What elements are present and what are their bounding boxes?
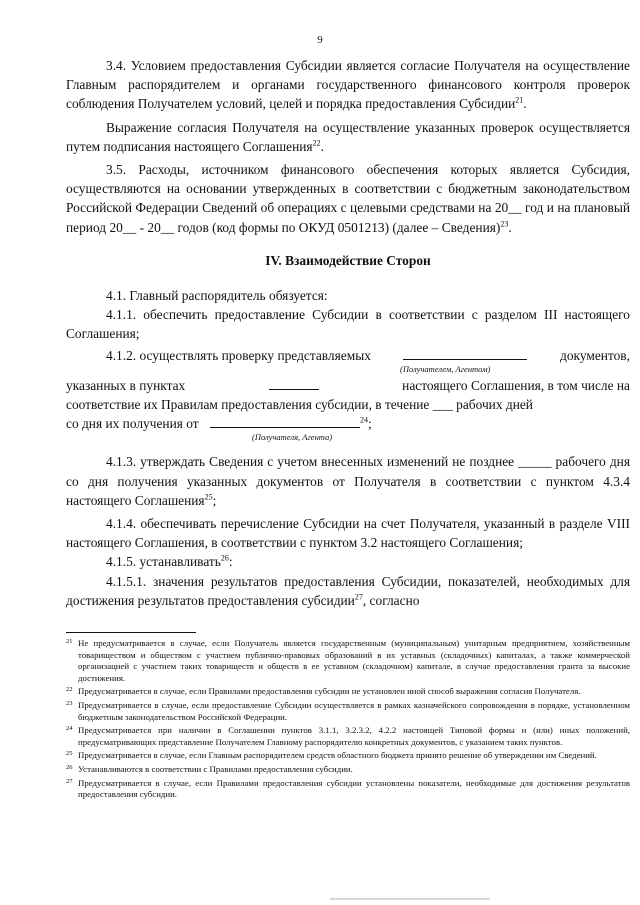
page-number: 9	[317, 34, 323, 46]
item-4-1-5-1: 4.1.5.1. значения результатов предоставления Субсидии, показателей, необходимых для достижения результатов предоставления субсидии$^{27}$, согласно	[66, 573, 630, 608]
footnotes	[66, 638, 630, 803]
footnote-ref: 27	[354, 592, 363, 602]
item-4-1-2-line2: указанных в пунктах настоящего Соглашения, в том числе на	[66, 377, 630, 393]
item-4-1-2-line4: со дня их получения от $^{24}$;	[66, 415, 372, 432]
hint-row	[66, 433, 630, 444]
paragraph-3-4: 3.4. Условием предоставления Субсидии является согласие Получателя на осуществление Главным распорядителем и органами государственного финансового контроля проверок соблюдения Получателем условий, целей и порядка предоставления Субсидии$^{21}$.	[66, 58, 630, 112]
footnote: 21 Не предусматривается в случае, если Получатель является государственным (муниципальным) унитарным предприятием, хозяйственным товариществом и обществом с участием публично-правовых образований в их уставных (складочных) капиталах, а также коммерческой организацией с участием таких товариществ и обществ в ее уставном (складочном) капитале, в случае предоставления гранта за высокие достижения.	[66, 638, 630, 683]
section-heading: IV. Взаимодействие Сторон	[265, 252, 431, 268]
item-4-1-2-line3: соответствие их Правилам предоставления субсидии, в течение ___ рабочих дней	[66, 397, 533, 413]
faded-footer-mark	[330, 898, 490, 900]
footnote-separator	[66, 632, 196, 633]
item-4-1-3: 4.1.3. утверждать Сведения с учетом внесенных изменений не позднее _____ рабочего дня со дня получения указанных документов от Получателя в соответствии с пунктом 4.3.4 настоящего Соглашения$^{25}$;	[66, 454, 630, 508]
item-4-1: 4.1. Главный распорядитель обязуется:	[106, 288, 328, 304]
footnote: 22 Предусматривается в случае, если Правилами предоставления субсидии не установлен иной способ выражения согласия Получателя.	[66, 686, 581, 697]
footnote-ref: 24	[360, 415, 368, 425]
footnote: 24 Предусматривается при наличии в Соглашении пунктов 3.1.1, 3.2.3.2, 4.2.2 настоящей Типовой формы и (или) иных положений, предусматривающих представление Получателем Главному распорядителю конкретных документов, с указанием таких пунктов.	[66, 725, 630, 747]
footnote-ref: 21	[515, 95, 524, 105]
footnote: 25 Предусматривается в случае, если Главным распорядителем средств областного бюджета принято решение об утверждении им Сведений.	[66, 750, 597, 761]
item-4-1-2-line1: 4.1.2. осуществлять проверку представляемых документов,	[106, 347, 630, 363]
document-body	[66, 56, 630, 610]
hint-recipient-agent-2: (Получателя, Агента)	[252, 432, 333, 443]
footnote-ref: 22	[312, 138, 321, 148]
footnote-ref: 23	[500, 219, 509, 229]
blank-line	[403, 346, 527, 360]
paragraph-consent: Выражение согласия Получателя на осуществление указанных проверок осуществляется путем подписания настоящего Соглашения$^{22}$.	[66, 119, 630, 154]
hint-recipient-agent: (Получателем, Агентом)	[400, 363, 491, 374]
item-4-1-4: 4.1.4. обеспечивать перечисление Субсидии на счет Получателя, указанный в разделе VIII настоящего Соглашения, в соответствии с пунктом 3.2 настоящего Соглашения;	[66, 516, 630, 551]
footnote: 26 Устанавливаются в соответствии с Правилами предоставления субсидии.	[66, 763, 353, 774]
hint-row	[66, 365, 630, 376]
blank-line	[210, 414, 360, 428]
footnote-ref: 25	[204, 492, 213, 502]
item-4-1-5: 4.1.5. устанавливать$^{26}$:	[106, 554, 233, 570]
footnote: 23 Предусматривается в случае, если предоставление Субсидии осуществляется в рамках казначейского сопровождения в порядке, установленном бюджетным законодательством Российской Федерации.	[66, 699, 630, 722]
blank-line	[269, 376, 319, 390]
footnote: 27 Предусматривается в случае, если Правилами предоставления субсидии установлены показатели, необходимые для достижения результатов предоставления субсидии.	[66, 777, 630, 800]
item-4-1-1: 4.1.1. обеспечить предоставление Субсидии в соответствии с разделом III настоящего Соглашения;	[66, 307, 630, 342]
paragraph-3-5: 3.5. Расходы, источником финансового обеспечения которых является Субсидия, осуществляются на основании утвержденных в соответствии с бюджетным законодательством Российской Федерации Сведений об операциях с целевыми средствами на 20__ год и на плановый период 20__ - 20__ годов (код формы по ОКУД 0501213) (далее – Сведения)$^{23}$.	[66, 162, 630, 235]
footnote-ref: 26	[220, 554, 229, 563]
